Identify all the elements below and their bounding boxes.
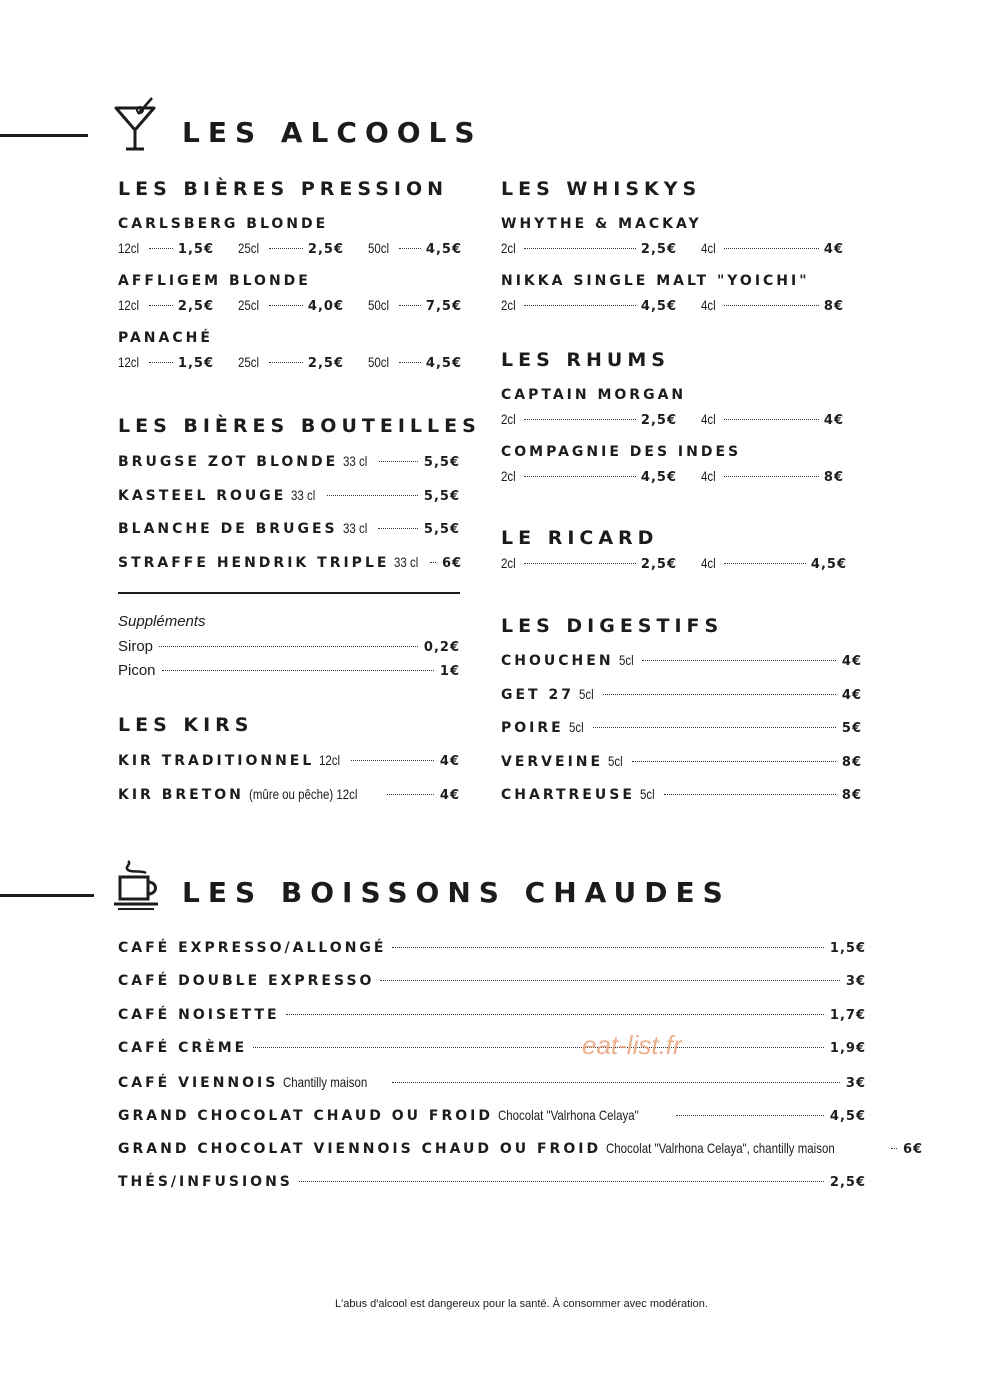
item-name: GRAND CHOCOLAT VIENNOIS CHAUD OU FROID xyxy=(118,1141,602,1158)
item-name: THÉS/INFUSIONS xyxy=(118,1173,293,1190)
size-label: 4cl xyxy=(701,411,716,427)
size-segment xyxy=(238,240,344,257)
size-label: 50cl xyxy=(368,240,390,256)
price: 8€ xyxy=(841,754,862,770)
item-name: Picon xyxy=(118,662,156,679)
size-segment xyxy=(701,240,844,257)
size-price-row xyxy=(118,240,462,260)
size-label: 4cl xyxy=(701,468,716,484)
item-detail: Chocolat "Valrhona Celaya" xyxy=(497,1107,639,1123)
section-title-ricard: LE RICARD xyxy=(501,527,659,549)
size-segment xyxy=(501,240,677,257)
item-detail: Chocolat "Valrhona Celaya", chantilly maison xyxy=(606,1140,835,1157)
menu-row xyxy=(118,1040,866,1060)
item-name: AFFLIGEM BLONDE xyxy=(118,273,311,289)
item-detail: 5cl xyxy=(608,752,623,769)
size-label: 4cl xyxy=(701,555,716,571)
price: 2,5€ xyxy=(640,413,677,428)
price: 4€ xyxy=(841,687,862,703)
size-segment xyxy=(118,354,214,371)
leader-dots xyxy=(724,419,819,420)
item-name: PANACHÉ xyxy=(118,330,213,346)
size-label: 4cl xyxy=(701,297,716,313)
size-segment xyxy=(368,354,462,371)
size-segment xyxy=(701,411,844,428)
item-detail: 33 cl xyxy=(394,553,419,570)
item-name: Sirop xyxy=(118,638,154,655)
size-label: 25cl xyxy=(238,297,260,313)
price: 5,5€ xyxy=(423,488,460,504)
section-title-supplements: Suppléments xyxy=(118,613,206,630)
size-price-row xyxy=(501,297,844,317)
size-price-row xyxy=(118,354,462,374)
menu-row xyxy=(118,752,460,772)
size-label: 2cl xyxy=(501,297,516,313)
item-name: CHOUCHEN xyxy=(501,653,614,669)
menu-row xyxy=(118,1174,866,1194)
leader-dots xyxy=(632,761,836,762)
leader-dots xyxy=(253,1047,824,1048)
size-label: 50cl xyxy=(368,354,390,370)
menu-row xyxy=(118,1007,866,1027)
size-label: 25cl xyxy=(238,240,260,256)
item-name: VERVEINE xyxy=(501,753,604,770)
size-label: 2cl xyxy=(501,411,516,427)
price: 4,5€ xyxy=(425,356,462,371)
price: 4,5€ xyxy=(810,557,847,572)
price: 5,5€ xyxy=(423,522,460,537)
leader-dots xyxy=(299,1181,824,1182)
size-price-row xyxy=(501,411,844,431)
price: 6€ xyxy=(442,555,463,571)
size-label: 12cl xyxy=(118,354,140,370)
section-divider xyxy=(118,592,460,594)
size-label: 2cl xyxy=(501,468,516,484)
leader-dots xyxy=(524,476,636,477)
header-rule-boissons-chaudes xyxy=(0,894,94,897)
price: 1,5€ xyxy=(829,941,866,956)
size-segment xyxy=(118,240,214,257)
size-label: 2cl xyxy=(501,240,516,256)
leader-dots xyxy=(149,248,173,249)
item-name: COMPAGNIE DES INDES xyxy=(501,444,742,460)
price: 4,0€ xyxy=(307,299,344,314)
menu-row xyxy=(118,940,866,960)
item-name: CAFÉ DOUBLE EXPRESSO xyxy=(118,973,375,990)
menu-row xyxy=(118,1074,866,1094)
page-title-alcools: LES ALCOOLS xyxy=(182,116,483,149)
price: 1€ xyxy=(439,664,460,679)
menu-row xyxy=(118,1107,866,1127)
size-price-row xyxy=(118,297,462,317)
leader-dots xyxy=(379,461,418,462)
item-name: KIR BRETON xyxy=(118,787,244,803)
menu-row xyxy=(501,686,862,706)
size-label: 12cl xyxy=(118,297,140,313)
size-label: 2cl xyxy=(501,555,516,571)
leader-dots xyxy=(676,1115,824,1116)
leader-dots xyxy=(327,495,418,496)
menu-row xyxy=(118,1140,924,1160)
size-label: 25cl xyxy=(238,354,260,370)
size-segment xyxy=(238,354,344,371)
size-segment xyxy=(368,240,462,257)
coffee-cup-icon xyxy=(112,857,164,911)
price: 2,5€ xyxy=(640,242,677,257)
menu-row xyxy=(118,662,460,682)
size-label: 50cl xyxy=(368,297,390,313)
menu-row xyxy=(501,786,862,806)
section-title-bieres-bouteilles: LES BIÈRES BOUTEILLES xyxy=(118,415,481,437)
leader-dots xyxy=(724,476,819,477)
leader-dots xyxy=(149,305,173,306)
price: 7,5€ xyxy=(425,299,462,314)
size-segment xyxy=(368,297,462,314)
leader-dots xyxy=(399,362,421,363)
size-price-row xyxy=(501,240,844,260)
price: 1,9€ xyxy=(829,1041,866,1057)
size-label: 12cl xyxy=(118,240,140,256)
leader-dots xyxy=(593,727,836,728)
menu-row xyxy=(118,973,866,993)
item-name: CAFÉ EXPRESSO/ALLONGÉ xyxy=(118,940,387,956)
leader-dots xyxy=(351,760,434,761)
leader-dots xyxy=(724,305,819,306)
menu-row xyxy=(501,719,862,739)
menu-row xyxy=(118,520,460,540)
leader-dots xyxy=(392,947,823,948)
item-name: CAPTAIN MORGAN xyxy=(501,387,687,403)
price: 4€ xyxy=(439,788,460,803)
price: 4,5€ xyxy=(829,1109,866,1124)
leader-dots xyxy=(430,562,436,563)
price: 4€ xyxy=(823,242,844,257)
price: 1,5€ xyxy=(177,242,214,257)
price: 8€ xyxy=(823,299,844,314)
price: 4€ xyxy=(841,654,862,669)
item-name: CARLSBERG BLONDE xyxy=(118,216,329,232)
price: 4,5€ xyxy=(640,299,677,314)
price: 3€ xyxy=(845,974,866,990)
price: 4,5€ xyxy=(425,242,462,257)
item-detail: 12cl xyxy=(319,752,341,768)
price: 8€ xyxy=(823,470,844,485)
size-segment xyxy=(701,297,844,314)
size-segment xyxy=(238,297,344,314)
section-title-whiskys: LES WHISKYS xyxy=(501,178,702,200)
size-segment xyxy=(701,555,847,572)
item-name: NIKKA SINGLE MALT "YOICHI" xyxy=(501,273,810,289)
section-title-kirs: LES KIRS xyxy=(118,714,254,736)
size-label: 4cl xyxy=(701,240,716,256)
leader-dots xyxy=(524,305,636,306)
menu-row xyxy=(118,786,460,806)
item-detail: 5cl xyxy=(618,652,634,668)
item-name: CAFÉ CRÈME xyxy=(118,1040,248,1057)
size-segment xyxy=(501,555,677,572)
size-segment xyxy=(501,468,677,485)
leader-dots xyxy=(159,646,418,647)
menu-row xyxy=(501,652,862,672)
price: 0,2€ xyxy=(423,640,460,655)
leader-dots xyxy=(603,694,836,695)
item-name: CAFÉ VIENNOIS xyxy=(118,1074,279,1091)
leader-dots xyxy=(162,670,434,671)
menu-row xyxy=(501,753,862,773)
item-name: BRUGSE ZOT BLONDE xyxy=(118,454,339,470)
leader-dots xyxy=(399,248,421,249)
size-segment xyxy=(118,297,214,314)
item-detail: 5cl xyxy=(639,786,655,802)
leader-dots xyxy=(269,248,303,249)
leader-dots xyxy=(524,419,636,420)
item-detail: 33 cl xyxy=(343,453,368,469)
leader-dots xyxy=(269,362,303,363)
price: 5€ xyxy=(841,721,862,736)
leader-dots xyxy=(524,248,636,249)
price: 3€ xyxy=(845,1075,866,1091)
menu-row xyxy=(118,487,460,507)
leader-dots xyxy=(286,1014,824,1015)
item-name: WHYTHE & MACKAY xyxy=(501,216,702,232)
leader-dots xyxy=(149,362,173,363)
size-segment xyxy=(701,468,844,485)
item-name: CAFÉ NOISETTE xyxy=(118,1006,280,1023)
price: 4€ xyxy=(439,754,460,769)
cocktail-glass-icon xyxy=(112,96,160,154)
price: 4€ xyxy=(823,413,844,428)
section-title-digestifs: LES DIGESTIFS xyxy=(501,615,724,637)
price: 8€ xyxy=(841,788,862,803)
item-name: STRAFFE HENDRIK TRIPLE xyxy=(118,554,390,571)
item-name: KASTEEL ROUGE xyxy=(118,487,287,504)
item-detail: 33 cl xyxy=(291,486,316,503)
price: 4,5€ xyxy=(640,470,677,485)
price: 2,5€ xyxy=(640,557,677,572)
price: 5,5€ xyxy=(423,455,460,470)
leader-dots xyxy=(387,794,434,795)
item-name: CHARTREUSE xyxy=(501,787,635,803)
leader-dots xyxy=(399,305,421,306)
item-name: POIRE xyxy=(501,720,564,736)
item-name: GET 27 xyxy=(501,686,574,703)
item-name: GRAND CHOCOLAT CHAUD OU FROID xyxy=(118,1108,493,1124)
section-title-rhums: LES RHUMS xyxy=(501,349,670,371)
item-detail: 5cl xyxy=(568,719,584,735)
price: 1,5€ xyxy=(177,356,214,371)
item-name: BLANCHE DE BRUGES xyxy=(118,521,338,537)
item-name: KIR TRADITIONNEL xyxy=(118,753,315,769)
item-detail: 33 cl xyxy=(342,520,367,536)
leader-dots xyxy=(269,305,303,306)
leader-dots xyxy=(891,1148,897,1149)
price: 2,5€ xyxy=(177,299,214,314)
size-segment xyxy=(501,411,677,428)
price: 6€ xyxy=(903,1142,924,1158)
leader-dots xyxy=(664,794,836,795)
item-detail: (mûre ou pêche) 12cl xyxy=(248,786,358,802)
item-detail: Chantilly maison xyxy=(283,1073,368,1090)
leader-dots xyxy=(724,563,806,564)
leader-dots xyxy=(378,528,418,529)
footer-notice: L'abus d'alcool est dangereux pour la santé. À consommer avec modération. xyxy=(335,1298,708,1310)
menu-row xyxy=(118,453,460,473)
leader-dots xyxy=(642,660,835,661)
menu-row xyxy=(118,638,460,658)
size-segment xyxy=(501,297,677,314)
leader-dots xyxy=(724,248,819,249)
leader-dots xyxy=(524,563,636,564)
watermark: eat-list.fr xyxy=(582,1030,682,1060)
leader-dots xyxy=(380,980,839,981)
item-detail: 5cl xyxy=(578,685,594,702)
size-price-row xyxy=(501,555,847,575)
price: 2,5€ xyxy=(307,242,344,257)
leader-dots xyxy=(392,1082,840,1083)
size-price-row xyxy=(501,468,844,488)
price: 2,5€ xyxy=(307,356,344,371)
menu-row xyxy=(118,553,463,574)
section-title-bieres-pression: LES BIÈRES PRESSION xyxy=(118,178,448,200)
header-rule-alcools xyxy=(0,134,88,137)
price: 1,7€ xyxy=(829,1007,866,1023)
price: 2,5€ xyxy=(829,1174,866,1190)
page-title-boissons-chaudes: LES BOISSONS CHAUDES xyxy=(182,876,731,909)
